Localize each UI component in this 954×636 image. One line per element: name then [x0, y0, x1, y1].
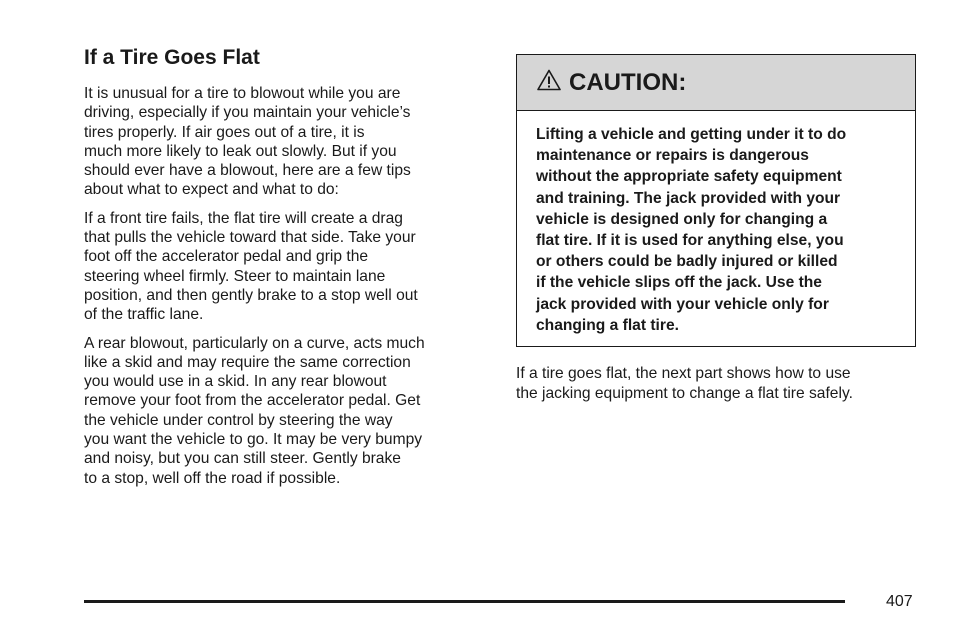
text-line: It is unusual for a tire to blowout while you are [84, 85, 401, 102]
caution-title: CAUTION: [569, 68, 687, 96]
text-line: should ever have a blowout, here are a few tips [84, 162, 411, 180]
text-line: position, and then gently brake to a stop well out [84, 286, 418, 304]
page-number: 407 [886, 593, 913, 610]
caution-line: maintenance or repairs is dangerous [536, 147, 809, 165]
paragraph-intro [84, 84, 484, 200]
caution-line: jack provided with your vehicle only for [536, 295, 829, 313]
caution-line: changing a flat tire. [536, 316, 679, 334]
text-line: If a front tire fails, the flat tire will create a drag [84, 209, 403, 227]
caution-box [516, 54, 916, 347]
footer-rule [84, 600, 845, 603]
text-line: the jacking equipment to change a flat tire safely. [516, 385, 853, 402]
text-line: remove your foot from the accelerator pedal. Get [84, 392, 421, 410]
text-line: steering wheel firmly. Steer to maintain lane [84, 267, 386, 285]
after-caution-paragraph [516, 364, 916, 404]
caution-line: or others could be badly injured or killed [536, 253, 838, 271]
text-line: A rear blowout, particularly on a curve, acts much [84, 334, 425, 352]
text-line: you would use in a skid. In any rear blowout [84, 373, 387, 391]
text-line: much more likely to leak out slowly. But if you [84, 142, 397, 160]
text-line: tires properly. If air goes out of a tire, it is [84, 123, 365, 141]
text-line: to a stop, well off the road if possible. [84, 469, 341, 487]
warning-triangle-icon [537, 69, 561, 96]
caution-header [517, 55, 915, 111]
text-line: the vehicle under control by steering the way [84, 411, 393, 429]
caution-line: vehicle is designed only for changing a [536, 210, 828, 228]
text-line: foot off the accelerator pedal and grip the [84, 248, 369, 266]
text-line: and noisy, but you can still steer. Gently brake [84, 450, 401, 468]
caution-body [517, 111, 915, 336]
caution-line: and training. The jack provided with your [536, 189, 841, 207]
caution-line: Lifting a vehicle and getting under it to do [536, 126, 847, 143]
caution-line: if the vehicle slips off the jack. Use the [536, 274, 822, 292]
text-line: that pulls the vehicle toward that side. Take your [84, 229, 416, 247]
text-line: about what to expect and what to do: [84, 181, 339, 199]
left-column [84, 44, 484, 497]
caution-line: without the appropriate safety equipment [536, 168, 842, 186]
text-line: driving, especially if you maintain your vehicle’s [84, 104, 411, 122]
text-line: of the traffic lane. [84, 306, 204, 324]
text-line: If a tire goes flat, the next part shows how to use [516, 365, 851, 382]
caution-line: flat tire. If it is used for anything else, you [536, 232, 844, 250]
text-line: like a skid and may require the same correction [84, 353, 411, 371]
paragraph-front-tire [84, 209, 484, 325]
paragraph-rear-blowout [84, 334, 484, 488]
text-line: you want the vehicle to go. It may be very bumpy [84, 431, 423, 449]
section-heading: If a Tire Goes Flat [84, 46, 260, 69]
